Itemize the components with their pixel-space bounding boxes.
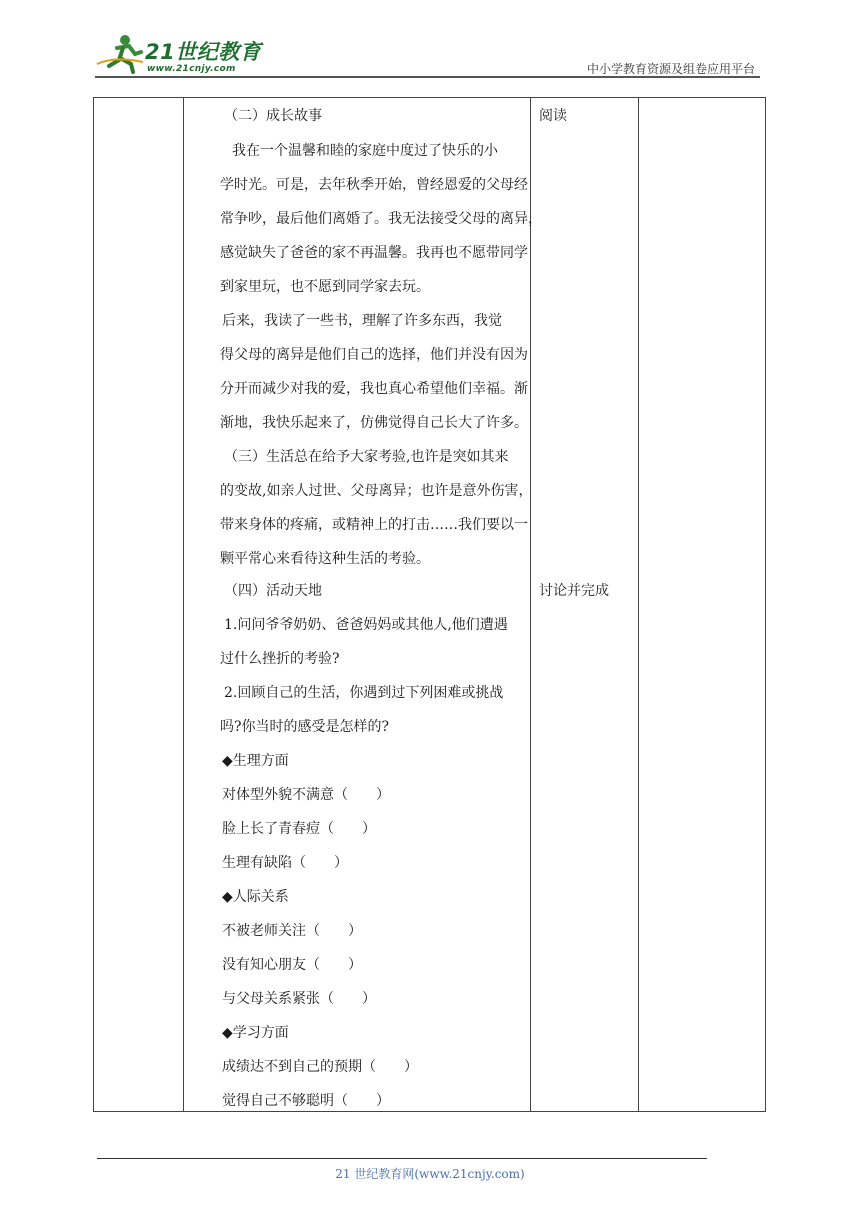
paragraph-line: 渐地，我快乐起来了，仿佛觉得自己长大了许多。 xyxy=(220,415,528,431)
paragraph-line: 的变故,如亲人过世、父母离异；也许是意外伤害， xyxy=(220,483,533,499)
lesson-table xyxy=(93,97,766,1112)
category-heading: ◆生理方面 xyxy=(222,753,289,769)
paragraph-line: 感觉缺失了爸爸的家不再温馨。我再也不愿带同学 xyxy=(220,245,528,261)
paragraph-line: 分开而减少对我的爱，我也真心希望他们幸福。渐 xyxy=(220,381,528,397)
question-line: 1.问问爷爷奶奶、爸爸妈妈或其他人,他们遭遇 xyxy=(224,617,508,633)
category-heading: ◆人际关系 xyxy=(222,889,289,905)
page-header xyxy=(95,30,760,78)
checklist-item: 成绩达不到自己的预期（ ） xyxy=(222,1059,418,1075)
category-heading: ◆学习方面 xyxy=(222,1025,289,1041)
runner-logo-icon xyxy=(95,34,147,74)
question-line: 过什么挫折的考验? xyxy=(220,651,340,667)
paragraph-line: 学时光。可是，去年秋季开始，曾经恩爱的父母经 xyxy=(220,177,528,193)
paragraph-line: 得父母的离异是他们自己的选择，他们并没有因为 xyxy=(220,347,528,363)
column-divider xyxy=(183,98,184,1111)
paragraph-line: 带来身体的疼痛，或精神上的打击……我们要以一 xyxy=(220,517,528,533)
checklist-item: 觉得自己不够聪明（ ） xyxy=(222,1093,390,1109)
paragraph-line: （三）生活总在给予大家考验,也许是突如其来 xyxy=(224,449,509,465)
paragraph-line: 后来，我读了一些书，理解了许多东西，我觉 xyxy=(222,313,502,329)
logo xyxy=(95,34,270,76)
question-line: 2.回顾自己的生活，你遇到过下列困难或挑战 xyxy=(224,685,504,701)
paragraph-line: 常争吵，最后他们离婚了。我无法接受父母的离异， xyxy=(220,211,542,227)
section-heading: （二）成长故事 xyxy=(224,108,322,124)
column-divider xyxy=(638,98,639,1111)
checklist-item: 不被老师关注（ ） xyxy=(222,923,362,939)
logo-url: www.21cnjy.com xyxy=(147,64,236,74)
footer-divider xyxy=(97,1158,707,1159)
logo-text: 21世纪教育 xyxy=(145,40,262,64)
checklist-item: 对体型外貌不满意（ ） xyxy=(222,787,390,803)
checklist-item: 与父母关系紧张（ ） xyxy=(222,991,376,1007)
activity-discuss: 讨论并完成 xyxy=(539,583,609,599)
checklist-item: 脸上长了青春痘（ ） xyxy=(222,821,376,837)
section-heading: （四）活动天地 xyxy=(224,583,322,599)
column-divider xyxy=(530,98,531,1111)
checklist-item: 生理有缺陷（ ） xyxy=(222,855,348,871)
footer-text: 21 世纪教育网(www.21cnjy.com) xyxy=(335,1167,525,1181)
platform-title: 中小学教育资源及组卷应用平台 xyxy=(586,62,755,76)
checklist-item: 没有知心朋友（ ） xyxy=(222,957,362,973)
activity-read: 阅读 xyxy=(539,108,567,124)
paragraph-line: 到家里玩，也不愿到同学家去玩。 xyxy=(220,279,430,295)
paragraph-line: 颗平常心来看待这种生活的考验。 xyxy=(220,551,430,567)
header-divider xyxy=(95,76,760,78)
question-line: 吗?你当时的感受是怎样的? xyxy=(220,719,390,735)
paragraph-line: 我在一个温馨和睦的家庭中度过了快乐的小 xyxy=(232,143,498,159)
